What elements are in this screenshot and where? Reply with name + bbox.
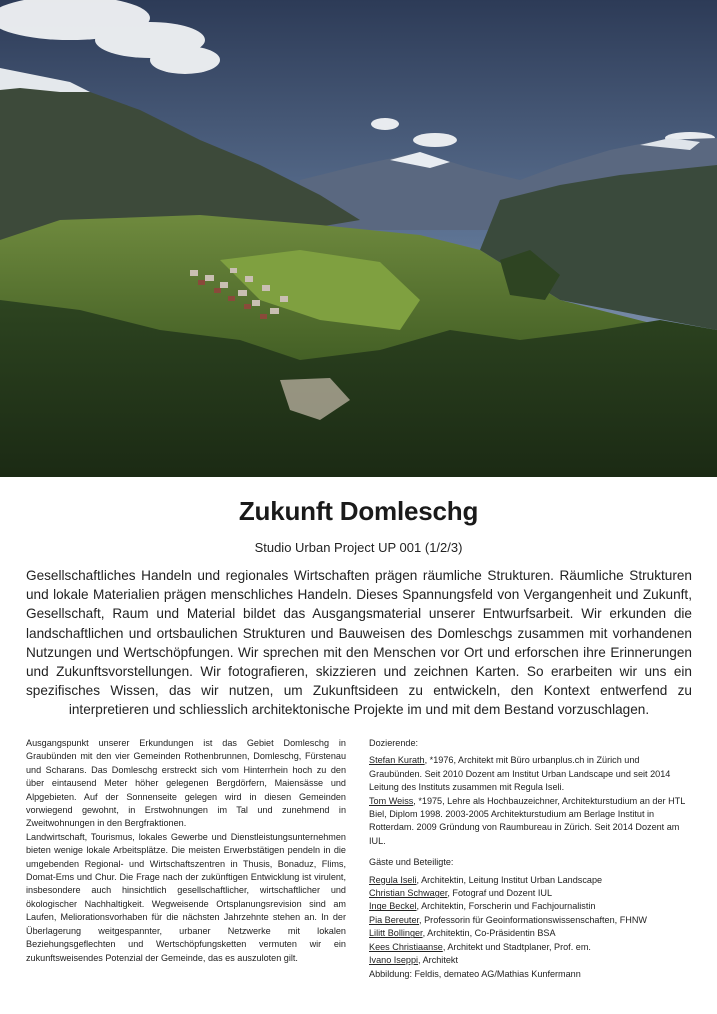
- landscape-image: [0, 0, 717, 477]
- intro-paragraph: Gesellschaftliches Handeln und regionales Wirtschaften prägen räumliche Strukturen. Räumliche Strukturen und lokale Materialien prägen menschliches Handeln. Dieses Spannungsfeld von Vergangenheit und Zukunft, Gesellschaft, Raum und Material bildet das Ausgangsmaterial unserer Entwurfsarbeit. Wir erkunden die landschaftlichen und ortsbaulichen Strukturen und Bauweisen des Domleschgs zusammen mit vorhandenen Nutzungen und Wertschöpfungen. Wir sprechen mit den Menschen vor Ort und erforschen ihre Erinnerungen und Zukunftsvorstellungen. Wir fotografieren, skizzieren und zeichnen Karten. So erarbeiten wir uns ein spezifisches Wissen, das wir nutzen, um Zukunftsideen zu entwickeln, den Kontext entwerfend zu interpretieren und schliesslich architektonische Projekte im und mit dem Bestand vorzuschlagen.: [26, 568, 692, 718]
- guest-entry: [369, 900, 691, 913]
- lecturer-name: Tom Weiss: [369, 795, 414, 806]
- guest-role: , Architekt: [418, 955, 458, 966]
- guest-entry: [369, 927, 691, 940]
- guest-role: , Architekt und Stadtplaner, Prof. em.: [442, 941, 591, 952]
- left-column: [26, 737, 346, 965]
- guests-label: Gäste und Beteiligte:: [369, 857, 454, 868]
- hero-photo: [0, 0, 717, 477]
- guest-entry: [369, 874, 691, 887]
- guest-role: , Professorin für Geoinformationswissenschaften, FHNW: [419, 914, 647, 925]
- lecturer-entry: [369, 754, 691, 794]
- image-credit: Abbildung: Feldis, demateo AG/Mathias Kunfermann: [369, 968, 581, 979]
- guest-name: Christian Schwager: [369, 888, 448, 899]
- lecturer-bio: , *1976, Architekt mit Büro urbanplus.ch in Zürich und Graubünden. Seit 2010 Dozent am Institut Urban Landscape und seit 2014 Leitung des Instituts zusammen mit Regula Iseli.: [369, 755, 671, 793]
- guest-name: Pia Bereuter: [369, 914, 420, 925]
- guest-role: , Fotograf und Dozent IUL: [447, 888, 552, 899]
- guest-name: Ivano Iseppi: [369, 955, 419, 966]
- guest-entry: [369, 954, 691, 967]
- guest-name: Kees Christiaanse: [369, 941, 443, 952]
- guest-role: , Architektin, Forscherin und Fachjournalistin: [416, 901, 596, 912]
- page-subtitle: Studio Urban Project UP 001 (1/2/3): [254, 540, 463, 555]
- left-paragraph-2: Landwirtschaft, Tourismus, lokales Gewerbe und Dienstleistungsunternehmen bieten wenige lokale Arbeitsplätze. Die meisten Erwerbstätigen pendeln in die umgebenden Regional- und Wirtschaftszentren in Thusis, Bonaduz, Flims, Domat-Ems und Chur. Die Frage nach der zukünftigen Entwicklung ist virulent, insbesondere auch hinsichtlich gesellschaftlicher, wirtschaftlicher und ökologischer Nachhaltigkeit. Wegweisende Ortsplanungsrevision sind am Laufen, Meliorationsvorhaben für die nächsten Jahrzehnte stehen an. In der Überlagerung weitgespannter, urbaner Netzwerke mit lokalen Beziehungsgeflechten und Wertschöpfungsketten vermuten wir ein zukunftsweisendes Potenzial der Gemeinde, das es auszuloten gilt.: [26, 831, 346, 963]
- guest-entry: [369, 941, 691, 954]
- right-column: [369, 737, 691, 981]
- lecturer-entry: [369, 795, 691, 849]
- guest-entry: [369, 887, 691, 900]
- lecturers-label: Dozierende:: [369, 738, 419, 748]
- guest-name: Lilitt Bollinger: [369, 928, 423, 939]
- left-paragraph-1: Ausgangspunkt unserer Erkundungen ist das Gebiet Domleschg in Graubünden mit den vier Gemeinden Rothenbrunnen, Domleschg, Fürstenau und Scharans. Das Domleschg erstreckt sich vom Hinterrhein hoch zu den über eintausend Meter höher gelegenen Bergdörfern, Maiensässe und Alpgebieten. Auf der Sonnenseite gelegen wird in diesen Gemeinden vorwiegend gewohnt, in Erstwohnungen im Tal und zunehmend in Zweitwohnungen in den Bergfraktionen.: [26, 738, 346, 829]
- guest-name: Regula Iseli: [369, 874, 417, 885]
- guest-entry: [369, 914, 691, 927]
- lecturer-name: Stefan Kurath: [369, 755, 425, 766]
- guest-name: Inge Beckel: [369, 901, 417, 912]
- page-title: Zukunft Domleschg: [238, 496, 479, 526]
- guest-role: , Architektin, Co-Präsidentin BSA: [422, 928, 556, 939]
- guest-role: , Architektin, Leitung Institut Urban Landscape: [416, 874, 603, 885]
- lecturer-bio: , *1975, Lehre als Hochbauzeichner, Architekturstudium an der HTL Biel, Diplom 1998. 2003-2005 Architekturstudium am Berlage Institut in Rotterdam. 2009 Gründung von Raumbureau in Zürich. Seit 2014 Dozent am IUL.: [369, 795, 685, 846]
